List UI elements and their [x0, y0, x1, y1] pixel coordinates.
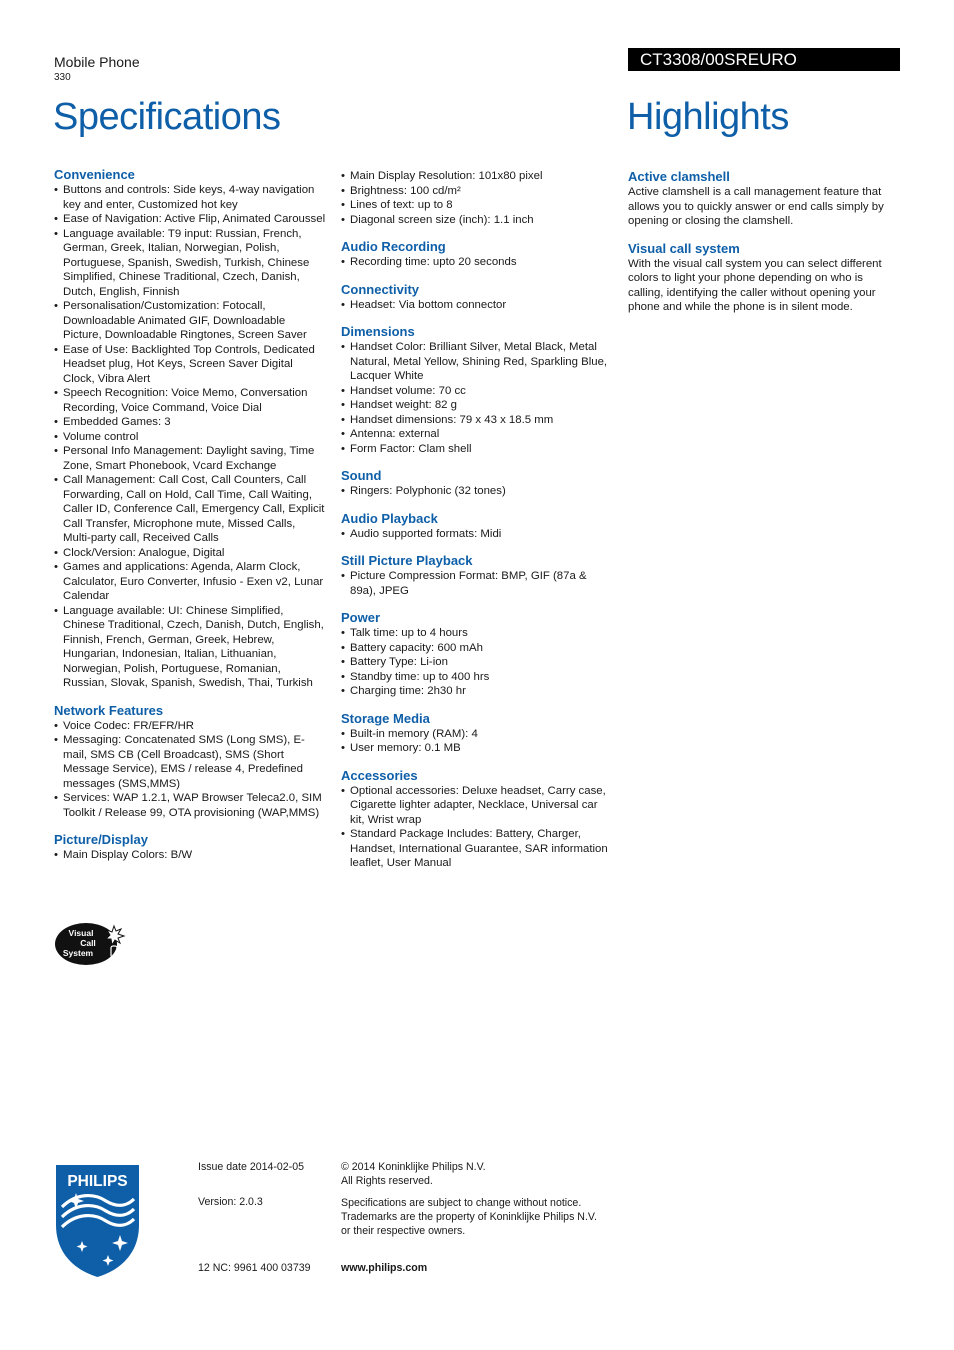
- product-type: Mobile Phone: [54, 54, 140, 70]
- section-heading: Storage Media: [341, 710, 430, 726]
- issue-date: Issue date 2014-02-05: [198, 1161, 305, 1173]
- spec-item: • Recording time: upto 20 seconds: [341, 255, 613, 270]
- section-heading: Connectivity: [341, 281, 420, 297]
- spec-item: • Lines of text: up to 8: [341, 198, 613, 213]
- spec-item: • Handset dimensions: 79 x 43 x 18.5 mm: [341, 413, 613, 428]
- twelve-nc: 12 NC: 9961 400 03739: [198, 1262, 311, 1274]
- vcs-logo-line-2: Call: [80, 938, 96, 948]
- picture-display-continued: [341, 169, 613, 227]
- spec-item: • Embedded Games: 3: [54, 415, 326, 430]
- spec-item: • User memory: 0.1 MB: [341, 741, 613, 756]
- spec-item: • Messaging: Concatenated SMS (Long SMS), E-mail, SMS CB (Cell Broadcast), SMS (Short Message Service), EMS / release 4, Predefined messages (SMS,MMS): [54, 733, 326, 791]
- spec-item: • Main Display Colors: B/W: [54, 848, 326, 863]
- spec-item: • Standard Package Includes: Battery, Charger, Handset, International Guarantee, SAR information leaflet, User Manual: [341, 827, 613, 871]
- section-heading: Still Picture Playback: [341, 553, 473, 568]
- spec-item: • Audio supported formats: Midi: [341, 527, 613, 542]
- section-heading: Audio Playback: [341, 510, 438, 526]
- spec-item: • Form Factor: Clam shell: [341, 442, 613, 457]
- brand-wordmark: PHILIPS: [67, 1173, 128, 1190]
- copyright-line-1: © 2014 Koninklijke Philips N.V.: [341, 1161, 486, 1173]
- model-number: 330: [54, 72, 71, 83]
- spec-notice: [341, 1196, 621, 1238]
- section-heading: Sound: [341, 468, 382, 483]
- spec-item: • Built-in memory (RAM): 4: [341, 727, 613, 742]
- spec-item: • Volume control: [54, 430, 326, 445]
- model-code-badge: CT3308/00SREURO: [628, 48, 900, 71]
- spec-item: • Personalisation/Customization: Fotocall, Downloadable Animated GIF, Downloadable Picture, Downloadable Ringtones, Screen Saver: [54, 299, 326, 343]
- specifications-title: Specifications: [53, 96, 281, 138]
- section-heading: Picture/Display: [54, 832, 148, 847]
- spec-item: • Games and applications: Agenda, Alarm Clock, Calculator, Euro Converter, Infusio - Exen v2, Lunar Calendar: [54, 560, 326, 604]
- section-heading: Dimensions: [341, 324, 415, 339]
- section-heading: Accessories: [341, 767, 418, 783]
- spec-notice-line-1: Specifications are subject to change without notice.: [341, 1197, 582, 1209]
- vcs-logo-line-3: System: [62, 948, 94, 958]
- spec-item: • Brightness: 100 cd/m²: [341, 184, 613, 199]
- spec-item: • Ringers: Polyphonic (32 tones): [341, 484, 613, 499]
- spec-item: • Voice Codec: FR/EFR/HR: [54, 719, 326, 734]
- spec-item: • Talk time: up to 4 hours: [341, 626, 613, 641]
- philips-shield-logo: [54, 1163, 141, 1279]
- spec-notice-line-3: or their respective owners.: [341, 1225, 466, 1237]
- copyright-line-2: All Rights reserved.: [341, 1175, 433, 1187]
- spec-item: • Antenna: external: [341, 427, 613, 442]
- website-link[interactable]: www.philips.com: [341, 1262, 428, 1274]
- highlights-column: [628, 169, 900, 315]
- spec-item: • Ease of Use: Backlighted Top Controls, Dedicated Headset plug, Hot Keys, Screen Saver Digital Clock, Vibra Alert: [54, 343, 326, 387]
- section-heading: Power: [341, 610, 381, 625]
- spec-item: • Picture Compression Format: BMP, GIF (87a & 89a), JPEG: [341, 569, 613, 598]
- spec-item: • Clock/Version: Analogue, Digital: [54, 546, 326, 561]
- spec-item: • Language available: UI: Chinese Simplified, Chinese Traditional, Czech, Danish, Dutch, English, Finnish, French, German, Greek, Hebrew, Hungarian, Indonesian, Italian, Lithuanian, Norwegian, Polish, Portuguese, Romanian, Russian, Slovak, Spanish, Swedish, Thai, Turkish: [54, 604, 326, 691]
- spec-item: • Main Display Resolution: 101x80 pixel: [341, 169, 613, 184]
- spec-item: • Ease of Navigation: Active Flip, Animated Caroussel: [54, 212, 326, 227]
- spec-item: • Headset: Via bottom connector: [341, 298, 613, 313]
- spec-item: • Standby time: up to 400 hrs: [341, 670, 613, 685]
- section-heading: Convenience: [54, 167, 135, 182]
- spec-item: • Diagonal screen size (inch): 1.1 inch: [341, 213, 613, 228]
- spec-item: • Personal Info Management: Daylight saving, Time Zone, Smart Phonebook, Vcard Exchange: [54, 444, 326, 473]
- spec-item: • Language available: T9 input: Russian, French, German, Greek, Italian, Norwegian, Polish, Portuguese, Spanish, Swedish, Turkish, Chinese Simplified, Chinese Traditional, Czech, Danish, Dutch, English, Finnish: [54, 227, 326, 300]
- spec-item: • Optional accessories: Deluxe headset, Carry case, Cigarette lighter adapter, Necklace, Universal car kit, Wrist wrap: [341, 784, 613, 828]
- highlight-heading: Active clamshell: [628, 169, 730, 184]
- highlight-text: Active clamshell is a call management feature that allows you to quickly answer or end calls simply by opening or closing the clamshell.: [628, 186, 884, 227]
- spec-item: • Battery Type: Li-ion: [341, 655, 613, 670]
- highlight-heading: Visual call system: [628, 240, 740, 256]
- section-heading: Network Features: [54, 702, 164, 718]
- spec-item: • Battery capacity: 600 mAh: [341, 641, 613, 656]
- spec-column-2: [341, 169, 613, 871]
- spec-item: • Buttons and controls: Side keys, 4-way navigation key and enter, Customized hot key: [54, 183, 326, 212]
- spec-item: • Handset weight: 82 g: [341, 398, 613, 413]
- spec-column-1: [54, 167, 326, 863]
- spec-item: • Charging time: 2h30 hr: [341, 684, 613, 699]
- version: Version: 2.0.3: [198, 1196, 263, 1208]
- vcs-logo-line-1: Visual: [68, 928, 94, 938]
- visual-call-system-logo: [54, 920, 126, 966]
- spec-item: • Handset volume: 70 cc: [341, 384, 613, 399]
- section-heading: Audio Recording: [341, 239, 446, 254]
- spec-item: • Handset Color: Brilliant Silver, Metal Black, Metal Natural, Metal Yellow, Shining Red, Sparkling Blue, Lacquer White: [341, 340, 613, 384]
- spec-notice-line-2: Trademarks are the property of Koninklijke Philips N.V.: [341, 1211, 597, 1223]
- spec-item: • Call Management: Call Cost, Call Counters, Call Forwarding, Call on Hold, Call Time, Call Waiting, Caller ID, Conference Call, Emergency Call, Explicit Call Transfer, Microphone mute, Missed Calls, Multi-party call, Received Calls: [54, 473, 326, 546]
- spec-item: • Speech Recognition: Voice Memo, Conversation Recording, Voice Command, Voice Dial: [54, 386, 326, 415]
- highlights-title: Highlights: [627, 96, 789, 138]
- copyright: [341, 1160, 621, 1188]
- highlight-text: With the visual call system you can select different colors to light your phone depending on who is calling, identifying the caller without opening your phone and while the phone is in silent mode.: [628, 257, 882, 313]
- spec-item: • Services: WAP 1.2.1, WAP Browser Teleca2.0, SIM Toolkit / Release 99, OTA provisioning (WAP,MMS): [54, 791, 326, 820]
